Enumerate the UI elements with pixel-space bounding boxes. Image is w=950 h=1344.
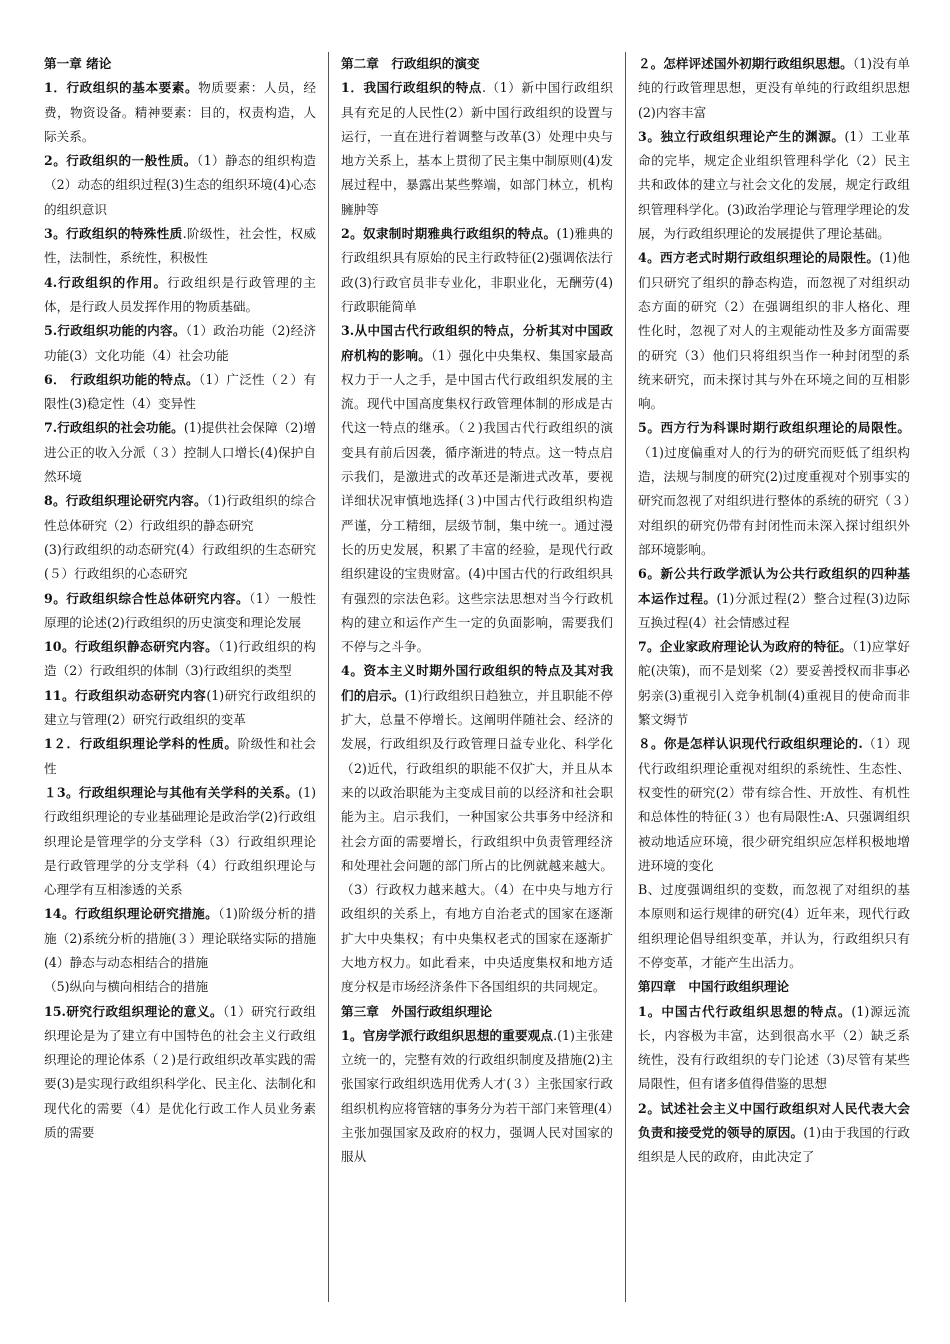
qa-paragraph [638,878,910,975]
answer-text: .阶级性，社会性，权威性，法制性，系统性，积极性 [44,226,316,266]
answer-text: B、过度强调组织的变数，而忽视了对组织的基本原则和运行规律的研究(4）近年来，现代行政组织理论倡导组织变革，并认为，行政组织只有不停变革，才能产生出活力。 [638,882,910,970]
question-text: 4.行政组织的作用。 [44,274,168,290]
qa-paragraph [638,1000,910,1097]
answer-text: (1)研究行政组织的建立与管理(2）研究行政组织的变革 [44,687,316,728]
qa-paragraph [44,368,316,417]
question-text: 3。独立行政组织理论产生的渊源。 [638,128,845,144]
qa-paragraph [341,319,613,659]
question-text: 2。行政组织的一般性质。 [44,153,197,169]
answer-text: (3)行政组织的动态研究(4）行政组织的生态研究(５）行政组织的心态研究 [44,541,316,582]
qa-paragraph [44,732,316,781]
qa-paragraph [44,781,316,902]
question-text: 4。西方老式时期行政组织理论的局限性。 [638,250,880,266]
chapter-heading: 第二章 行政组织的演变 [341,56,480,71]
answer-text: （1)行政组织的构造（2）行政组织的体制（3)行政组织的类型 [44,639,316,679]
qa-paragraph [638,416,910,562]
answer-text: (1)他们只研究了组织的静态构造，而忽视了对组织动态方面的研究（2）在强调组织的非人格化、理性化时，忽视了对人的主观能动性及多方面需要的研究（3）他们只将组织当作一种封闭型的系统来研究，而未探讨其与外在环境之间的互相影响。 [638,250,910,412]
answer-text: (1)行政组织理论的专业基础理论是政治学(2)行政组织理论是管理学的分支学科（3）行政组织理论是行政管理学的分支学科（4）行政组织理论与心理学有互相渗透的关系 [44,784,316,898]
answer-text: （1)阶级分析的措施（2)系统分析的措施(３）理论联络实际的措施(4）静态与动态相结合的措施 [44,906,316,970]
answer-text: (1)源远流长，内容极为丰富，达到很高水平（2）缺乏系统性，没有行政组织的专门论述（3)尽管有某些局限性，但有诸多值得借鉴的思想 [638,1003,910,1092]
question-text: 3.从中国古代行政组织的特点，分析其对中国政府机构的影响。 [341,323,613,363]
qa-paragraph [44,1000,316,1146]
answer-text: .(1)主张建立统一的，完整有效的行政组织制度及措施(2)主张国家行政组织选用优秀人才(３）主张国家行政组织机构应将管辖的事务分为若干部门来管理(4）主张加强国家及政府的权力，强调人民对国家的服从 [341,1027,613,1165]
question-text: 7。企业家政府理论认为政府的特征。 [638,639,853,655]
qa-paragraph [44,416,316,489]
question-text: 14。行政组织理论研究措施。 [44,906,219,922]
chapter-heading: 第一章 绪论 [44,56,112,71]
qa-paragraph [44,222,316,271]
qa-paragraph [341,659,613,999]
question-text: ８。你是怎样认识现代行政组织理论的. [638,736,863,752]
chapter-heading: 第四章 中国行政组织理论 [638,979,790,995]
question-text: 8。行政组织理论研究内容。 [44,493,207,509]
column-3 [638,52,910,1302]
qa-paragraph [44,587,316,636]
question-text: 6。新公共行政学派认为公共行政组织的四种基本运作过程。 [638,566,910,606]
question-text: 2。试述社会主义中国行政组织对人民代表大会负责和接受党的领导的原因。 [638,1100,910,1141]
question-text: 5。西方行为科课时期行政组织理论的局限性。 [638,420,910,436]
answer-text: （1）研究行政组织理论是为了建立有中国特色的社会主义行政组织理论的理论体系（２)是行政组织改革实践的需要(3)是实现行政组织科学化、民主化、法制化和现代化的需要（4）是优化行政工作人员业务素质的需要 [44,1003,316,1141]
qa-paragraph [638,246,910,416]
qa-paragraph [44,271,316,320]
answer-text: （1）一般性原理的论述(2)行政组织的历史演变和理论发展 [44,590,316,630]
column-divider [328,52,329,1302]
answer-text: 阶级性和社会性 [44,736,316,776]
answer-text: 行政组织是行政管理的主体，是行政人员发挥作用的物质基础。 [44,274,316,314]
chapter-heading: 第三章 外国行政组织理论 [341,1003,493,1019]
question-text: 6． 行政组织功能的特点。 [44,371,199,387]
answer-text: （1)应掌好舵(决策)，而不是划桨（2）要妥善授权而非事必躬亲(3)重视引入竞争机制(4)重视目的使命而非繁文缛节 [638,639,910,728]
column-1 [44,52,316,1302]
qa-paragraph [44,76,316,149]
qa-paragraph [44,902,316,975]
qa-paragraph [44,635,316,684]
question-text: 9。行政组织综合性总体研究内容。 [44,590,250,606]
answer-text: (1)分派过程(2）整合过程(3)边际互换过程(4）社会情感过程 [638,590,910,630]
qa-paragraph [341,76,613,222]
qa-paragraph [638,635,910,732]
document-page [44,52,910,1302]
qa-paragraph [44,489,316,538]
question-text: 4。资本主义时期外国行政组织的特点及其对我们的启示。 [341,663,613,703]
qa-paragraph [44,684,316,733]
question-text: 5.行政组织功能的内容。 [44,323,186,339]
answer-text: (1）工业革命的完毕，规定企业组织管理科学化（2）民主共和政体的建立与社会文化的发展，规定行政组织管理科学化。(3)政治学理论与管理学理论的发展，为行政组织理论的发展提供了理论基础。 [638,128,910,242]
qa-paragraph [44,319,316,368]
question-text: 1。中国古代行政组织思想的特点。 [638,1003,852,1019]
qa-paragraph [638,732,910,878]
question-text: 1。官房学派行政组织思想的重要观点 [341,1027,554,1043]
answer-text: （5)纵向与横向相结合的措施 [44,979,209,995]
qa-paragraph [341,222,613,319]
answer-text: （1）政治功能（2)经济功能(3）文化功能（4）社会功能 [44,323,316,363]
question-text: 11。行政组织动态研究内容 [44,687,207,703]
question-text: 7.行政组织的社会功能。 [44,420,184,436]
qa-paragraph [638,52,910,125]
column-2 [341,52,613,1302]
qa-paragraph [341,1024,613,1170]
answer-text: (1)行政组织日趋独立，并且职能不停扩大，总量不停增长。这阐明伴随社会、经济的发展，行政组织及行政管理日益专业化、科学化（2)近代，行政组织的职能不仅扩大，并且从本来的以政治职能为主变成目前的以经济和社会职能为主。启示我们，一种国家公共事务中经济和社会方面的需要增长，行政组织中负责管理经济和处理社会问题的部门所占的比例就越来越大。（3）行政权力越来越大。（4）在中央与地方行政组织的关系上，有地方自治老式的国家在逐渐扩大中央集权；有中央集权老式的国家在逐渐扩大地方权力。如此看来，中央适度集权和地方适度分权是市场经济条件下各国组织的共同规定。 [341,687,613,995]
answer-text: (1)雅典的行政组织具有原始的民主行政特征(2)强调依法行政(3)行政官员非专业化，非职业化，无酬劳(4)行政职能简单 [341,226,613,314]
question-text: 1．行政组织的基本要素。 [44,80,199,96]
qa-paragraph [44,975,316,999]
column-divider [625,52,626,1302]
answer-text: .（1）新中国行政组织具有充足的人民性(2）新中国行政组织的设置与运行，一直在进行着调整与改革(3）处理中央与地方关系上，基本上贯彻了民主集中制原则(4)发展过程中，暴露出某些弊端，如部门林立，机构臃肿等 [341,80,613,217]
answer-text: (1)提供社会保障（2)增进公正的收入分派（３）控制人口增长(4)保护自然环境 [44,420,316,485]
answer-text: （1）广泛性（２）有限性(3)稳定性（4）变异性 [44,371,316,412]
answer-text: (1)由于我国的行政组织是人民的政府，由此决定了 [638,1125,910,1165]
question-text: 15.研究行政组织理论的意义。 [44,1003,223,1019]
qa-paragraph [44,149,316,222]
answer-text: （1）现代行政组织理论重视对组织的系统性、生态性、权变性的研究(2）带有综合性、开放性、有机性和总体性的特征(３）也有局限性:A、只强调组织被动地适应环境，很少研究组织应怎样积极地增进环境的变化 [638,736,910,873]
answer-text: （1）静态的组织构造（2）动态的组织过程(3)生态的组织环境(4)心态的组织意识 [44,153,316,217]
answer-text: （1)行政组织的综合性总体研究（2）行政组织的静态研究 [44,493,316,533]
qa-paragraph [638,125,910,246]
answer-text: 物质要素：人员，经费，物资设备。精神要素：目的，权责构造，人际关系。 [44,80,316,144]
qa-paragraph [638,562,910,635]
question-text: 1２．行政组织理论学科的性质。 [44,736,238,752]
answer-text: （1)没有单纯的行政管理思想，更没有单纯的行政组织思想(2)内容丰富 [638,56,910,120]
question-text: １3。行政组织理论与其他有关学科的关系。 [44,784,299,800]
question-text: ２。怎样评述国外初期行政组织思想。 [638,56,853,71]
question-text: 3。行政组织的特殊性质 [44,226,183,242]
question-text: 10。行政组织静态研究内容。 [44,639,219,655]
answer-text: （1)过度偏重对人的行为的研究而贬低了组织构造，法规与制度的研究(2)过度重视对个别事实的研究而忽视了对组织进行整体的系统的研究（３）对组织的研究仍带有封闭性而未深入探讨组织外部环境影响。 [638,444,910,557]
qa-paragraph [638,1097,910,1170]
question-text: 1．我国行政组织的特点 [341,80,482,96]
question-text: 2。奴隶制时期雅典行政组织的特点。 [341,226,557,242]
qa-paragraph [44,538,316,587]
answer-text: （1）强化中央集权、集国家最高权力于一人之手，是中国古代行政组织发展的主流。现代中国高度集权行政管理体制的形成是古代这一特点的继承。（２)我国古代行政组织的演变具有前后因袭，循序渐进的特点。这一特点启示我们，是激进式的改革还是渐进式改革，要视详细状况审慎地选择(３)中国古代行政组织构造严谨，分工精细，层级节制，集中统一。通过漫长的历史发展，积累了丰富的经验，是现代行政组织建设的宝贵财富。(4)中国古代的行政组织具有强烈的宗法色彩。这些宗法思想对当今行政机构的建立和运作产生一定的负面影响，需要我们不停与之斗争。 [341,347,613,655]
